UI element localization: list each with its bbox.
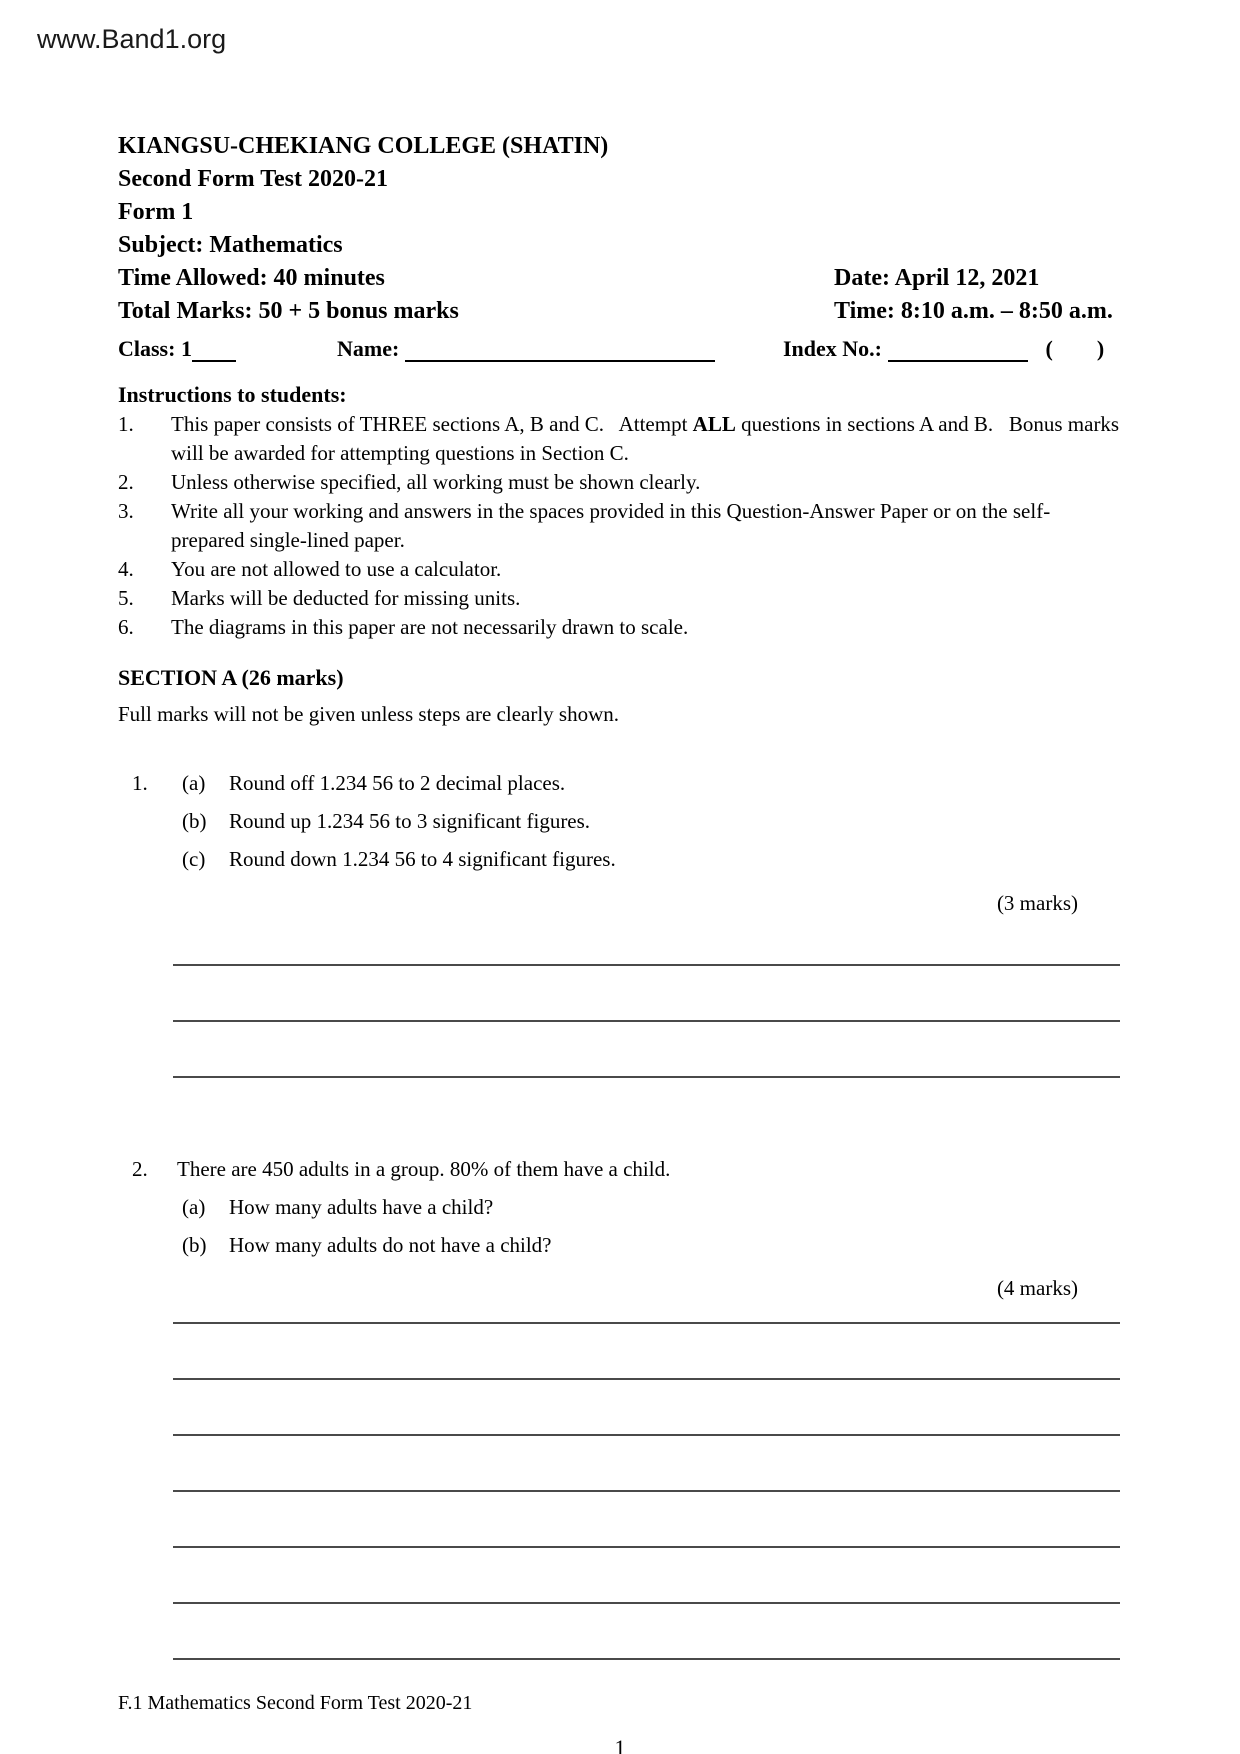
test-date: Date: April 12, 2021 [834,265,1040,291]
instruction-number: 5. [118,586,134,610]
index-field-label: Index No.: [783,336,883,361]
part-text: Round up 1.234 56 to 3 significant figures. [229,809,591,833]
name-field-label: Name: [337,336,400,361]
question-1-number: 1. [132,771,148,795]
time-date-row [118,262,1122,295]
part-text: How many adults do not have a child? [229,1233,552,1257]
instruction-number: 1. [118,412,134,436]
instruction-text: The diagrams in this paper are not necessarily drawn to scale. [171,615,689,639]
section-a-heading: SECTION A (26 marks) [118,665,344,690]
part-text: How many adults have a child? [229,1195,494,1219]
question-2-answer-area [173,1303,1120,1660]
index-no-field [783,336,1104,362]
question-1 [118,769,1122,883]
instruction-item-6 [118,613,1122,642]
instructions-list [118,410,1125,642]
total-marks: Total Marks: 50 + 5 bonus marks [118,298,459,324]
answer-line[interactable] [173,1324,1120,1380]
index-blank-field[interactable] [888,336,1028,362]
question-2-number: 2. [132,1157,148,1181]
instruction-text-bold: ALL [692,412,736,436]
question-2 [118,1155,1122,1260]
time-allowed: Time Allowed: 40 minutes [118,265,385,291]
instruction-text [171,410,1125,468]
instruction-number: 4. [118,557,134,581]
part-label: (c) [182,847,206,871]
part-text: Round down 1.234 56 to 4 significant figures. [229,847,616,871]
class-field-label: Class: 1 [118,336,192,361]
instruction-item-4 [118,555,1122,584]
answer-line[interactable] [173,1380,1120,1436]
school-name: KIANGSU-CHEKIANG COLLEGE (SHATIN) [118,133,609,159]
answer-line[interactable] [173,1436,1120,1492]
instruction-text-post: questions in sections A and B. Bonus marks will be awarded for attempting questions in Section C. [171,412,1125,465]
instruction-item-1 [118,410,1125,468]
footer-doc-title: F.1 Mathematics Second Form Test 2020-21 [118,1692,473,1714]
question-part-1b [182,807,1122,836]
answer-line[interactable] [173,918,1120,966]
student-info-row [118,336,1122,370]
instruction-number: 6. [118,615,134,639]
question-1-marks: (3 marks) [996,891,1078,915]
question-2-marks: (4 marks) [996,1276,1078,1300]
question-1-body [132,769,1122,883]
part-label: (a) [182,771,206,795]
name-blank-field[interactable] [405,336,715,362]
question-2-intro: There are 450 adults in a group. 80% of them have a child. [177,1157,671,1181]
instruction-text: Write all your working and answers in the spaces provided in this Question-Answer Paper or on the self-prepared single-lined paper. [171,499,1051,552]
paren-open: ( [1045,336,1053,361]
question-part-2a [182,1193,1122,1222]
instruction-text: Unless otherwise specified, all working must be shown clearly. [171,470,701,494]
title-block [118,130,1122,328]
answer-line[interactable] [173,966,1120,1022]
instruction-item-5 [118,584,1122,613]
answer-line[interactable] [173,1492,1120,1548]
page-content [118,130,1125,1754]
marks-time-row [118,295,1122,328]
section-a-note: Full marks will not be given unless steps are clearly shown. [118,702,619,726]
question-part-2b [182,1231,1122,1260]
name-field [337,336,715,362]
part-label: (b) [182,809,207,833]
paren-close: ) [1096,336,1105,361]
question-part-1c [182,845,1122,874]
instruction-text: You are not allowed to use a calculator. [171,557,502,581]
question-2-parts [182,1193,1122,1260]
answer-line[interactable] [173,1604,1120,1660]
instruction-number: 2. [118,470,134,494]
question-part-1a [182,769,1122,798]
instruction-item-3 [118,497,1122,555]
instruction-text: Marks will be deducted for missing units. [171,586,521,610]
test-time: Time: 8:10 a.m. – 8:50 a.m. [834,298,1113,324]
instruction-item-2 [118,468,1122,497]
test-name: Second Form Test 2020-21 [118,166,388,192]
question-1-parts [182,769,1122,883]
part-label: (a) [182,1195,206,1219]
form-level: Form 1 [118,199,194,225]
part-label: (b) [182,1233,207,1257]
page-number: 1 [614,1735,626,1754]
instruction-number: 3. [118,499,134,523]
part-text: Round off 1.234 56 to 2 decimal places. [229,771,566,795]
class-blank-field[interactable] [192,336,236,362]
answer-line[interactable] [173,1022,1120,1078]
class-field [118,336,236,362]
instruction-text-pre: This paper consists of THREE sections A, B and C. Attempt [171,412,693,436]
answer-line[interactable] [173,1303,1120,1324]
answer-line[interactable] [173,1548,1120,1604]
watermark-url: www.Band1.org [37,24,227,54]
question-2-intro-row [132,1155,1122,1184]
instructions-heading: Instructions to students: [118,382,347,407]
question-1-answer-area [173,918,1120,1078]
subject-line: Subject: Mathematics [118,232,343,258]
